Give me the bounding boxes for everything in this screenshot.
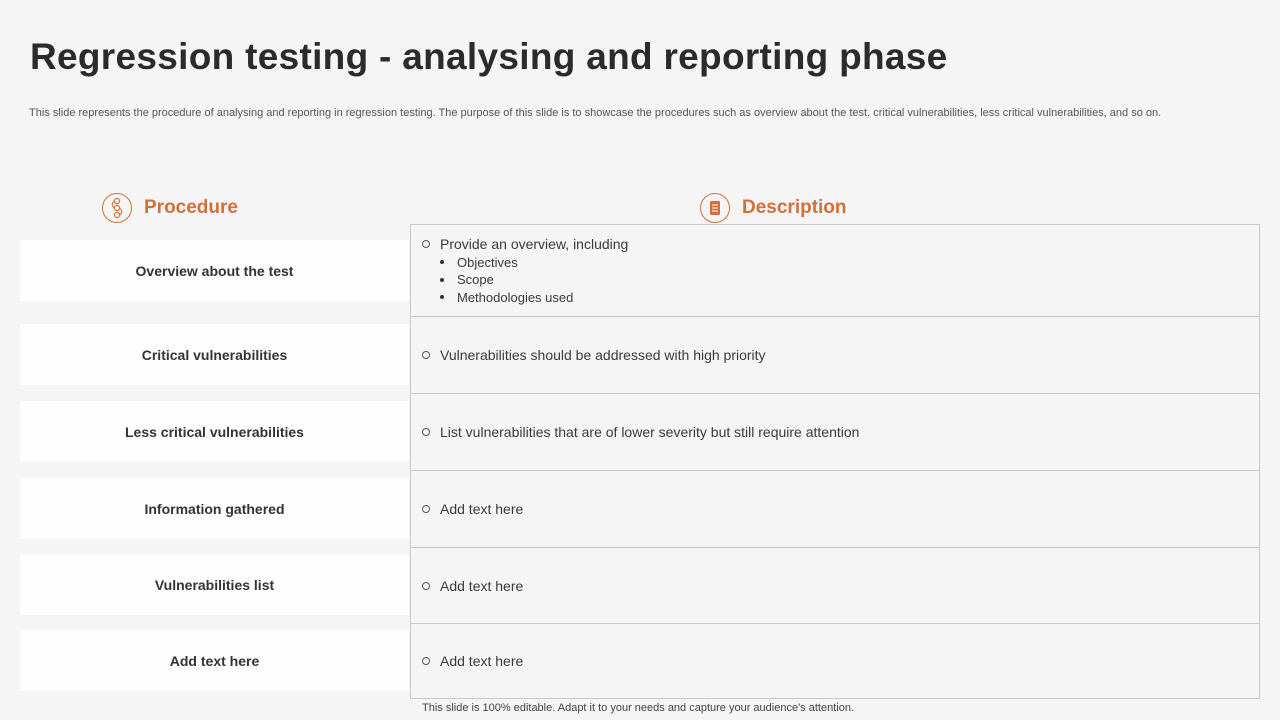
bullet-icon [440,295,444,299]
description-row [411,624,1259,698]
description-bullet: Methodologies used [457,289,574,305]
bullet-icon [440,278,444,282]
description-text: Add text here [440,501,524,517]
description-header-label: Description [742,197,847,218]
circle-bullet-icon [422,351,430,359]
procedure-header [102,193,238,223]
description-text: List vulnerabilities that are of lower severity but still require attention [440,424,860,440]
description-header [700,193,847,223]
footer-note: This slide is 100% editable. Adapt it to your needs and capture your audience's attention. [422,702,854,714]
procedure-cell-critical: Critical vulnerabilities [20,324,409,385]
description-text: Add text here [440,653,524,669]
description-bullet: Objectives [457,254,518,270]
procedure-cell-information: Information gathered [20,478,409,539]
description-row [411,471,1259,548]
flow-steps-icon [102,193,132,223]
procedure-cell-overview: Overview about the test [20,240,409,301]
description-text: Vulnerabilities should be addressed with high priority [440,347,766,363]
description-bullet: Scope [457,272,494,287]
description-row [411,317,1259,394]
procedure-cell-less-critical: Less critical vulnerabilities [20,401,409,462]
description-text: Provide an overview, including [440,236,629,253]
description-row [411,548,1259,624]
document-icon [700,193,730,223]
page-subtitle: This slide represents the procedure of analysing and reporting in regression testing. The purpose of this slide is to showcase the procedures such as overview about the test, critical vulnerabilities, less critical vulnerabilities, and so on. [29,107,1162,119]
description-text: Add text here [440,577,524,594]
page-title: Regression testing - analysing and reporting phase [30,36,948,77]
procedure-cell-add-text: Add text here [20,630,409,691]
procedure-cell-vuln-list: Vulnerabilities list [20,554,409,615]
circle-bullet-icon [422,657,430,665]
description-row [411,394,1259,471]
bullet-icon [440,260,444,264]
circle-bullet-icon [422,240,430,248]
procedure-header-label: Procedure [144,197,238,218]
description-table [410,224,1260,699]
circle-bullet-icon [422,428,430,436]
circle-bullet-icon [422,582,430,590]
description-row [411,225,1259,317]
circle-bullet-icon [422,505,430,513]
